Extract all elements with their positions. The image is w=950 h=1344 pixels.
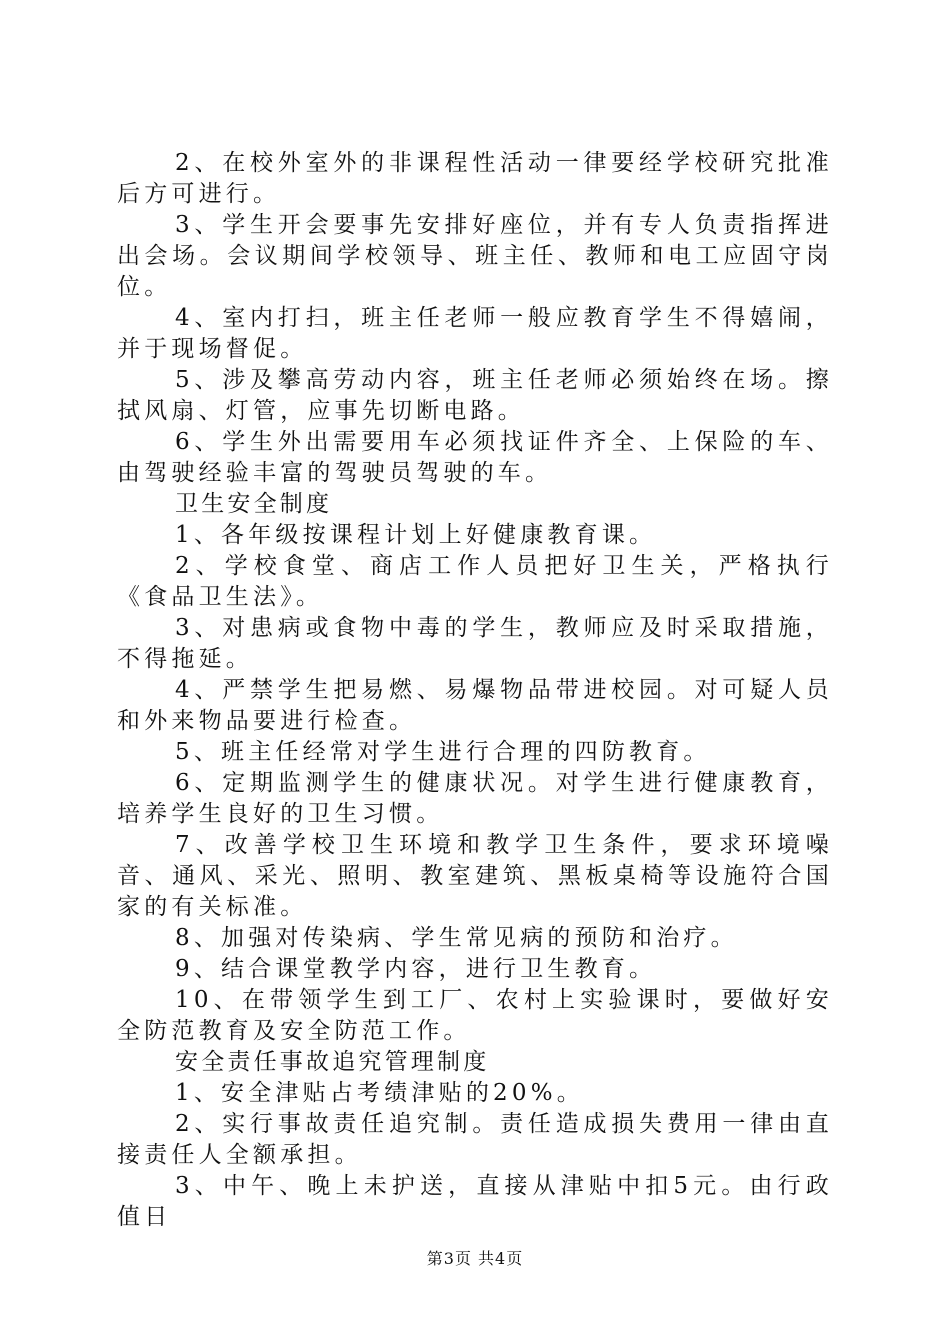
page-number-footer: 第3页 共4页	[426, 1249, 524, 1268]
paragraph-item: 1、安全津贴占考绩津贴的20%。	[175, 1080, 584, 1106]
paragraph-item: 3、学生开会要事先安排好座位，并有专人负责指挥进出会场。会议期间学校领导、班主任、教师和电工应固守岗位。	[117, 212, 833, 300]
paragraph-item: 8、加强对传染病、学生常见病的预防和治疗。	[175, 925, 738, 951]
paragraph-item: 2、学校食堂、商店工作人员把好卫生关，严格执行《食品卫生法》。	[117, 553, 833, 610]
paragraph-item: 1、各年级按课程计划上好健康教育课。	[175, 522, 657, 548]
paragraph-item: 2、实行事故责任追究制。责任造成损失费用一律由直接责任人全额承担。	[117, 1111, 833, 1168]
paragraph-item: 6、学生外出需要用车必须找证件齐全、上保险的车、由驾驶经验丰富的驾驶员驾驶的车。	[117, 429, 833, 486]
document-body	[117, 148, 833, 1233]
paragraph-item: 6、定期监测学生的健康状况。对学生进行健康教育，培养学生良好的卫生习惯。	[117, 770, 833, 827]
paragraph-item: 5、涉及攀高劳动内容，班主任老师必须始终在场。擦拭风扇、灯管，应事先切断电路。	[117, 367, 833, 424]
paragraph-item: 2、在校外室外的非课程性活动一律要经学校研究批准后方可进行。	[117, 150, 833, 207]
paragraph-item: 10、在带领学生到工厂、农村上实验课时，要做好安全防范教育及安全防范工作。	[117, 987, 833, 1044]
section-heading-accountability: 安全责任事故追究管理制度	[175, 1049, 490, 1075]
paragraph-item: 3、对患病或食物中毒的学生，教师应及时采取措施，不得拖延。	[117, 615, 833, 672]
paragraph-item: 3、中午、晚上未护送，直接从津贴中扣5元。由行政值日	[117, 1173, 833, 1230]
paragraph-item: 4、严禁学生把易燃、易爆物品带进校园。对可疑人员和外来物品要进行检查。	[117, 677, 833, 734]
paragraph-item: 5、班主任经常对学生进行合理的四防教育。	[175, 739, 711, 765]
section-heading-hygiene-safety: 卫生安全制度	[175, 491, 333, 517]
paragraph-item: 7、改善学校卫生环境和教学卫生条件，要求环境噪音、通风、采光、照明、教室建筑、黑板桌椅等设施符合国家的有关标准。	[117, 832, 833, 920]
paragraph-item: 4、室内打扫，班主任老师一般应教育学生不得嬉闹，并于现场督促。	[117, 305, 833, 362]
paragraph-item: 9、结合课堂教学内容，进行卫生教育。	[175, 956, 657, 982]
